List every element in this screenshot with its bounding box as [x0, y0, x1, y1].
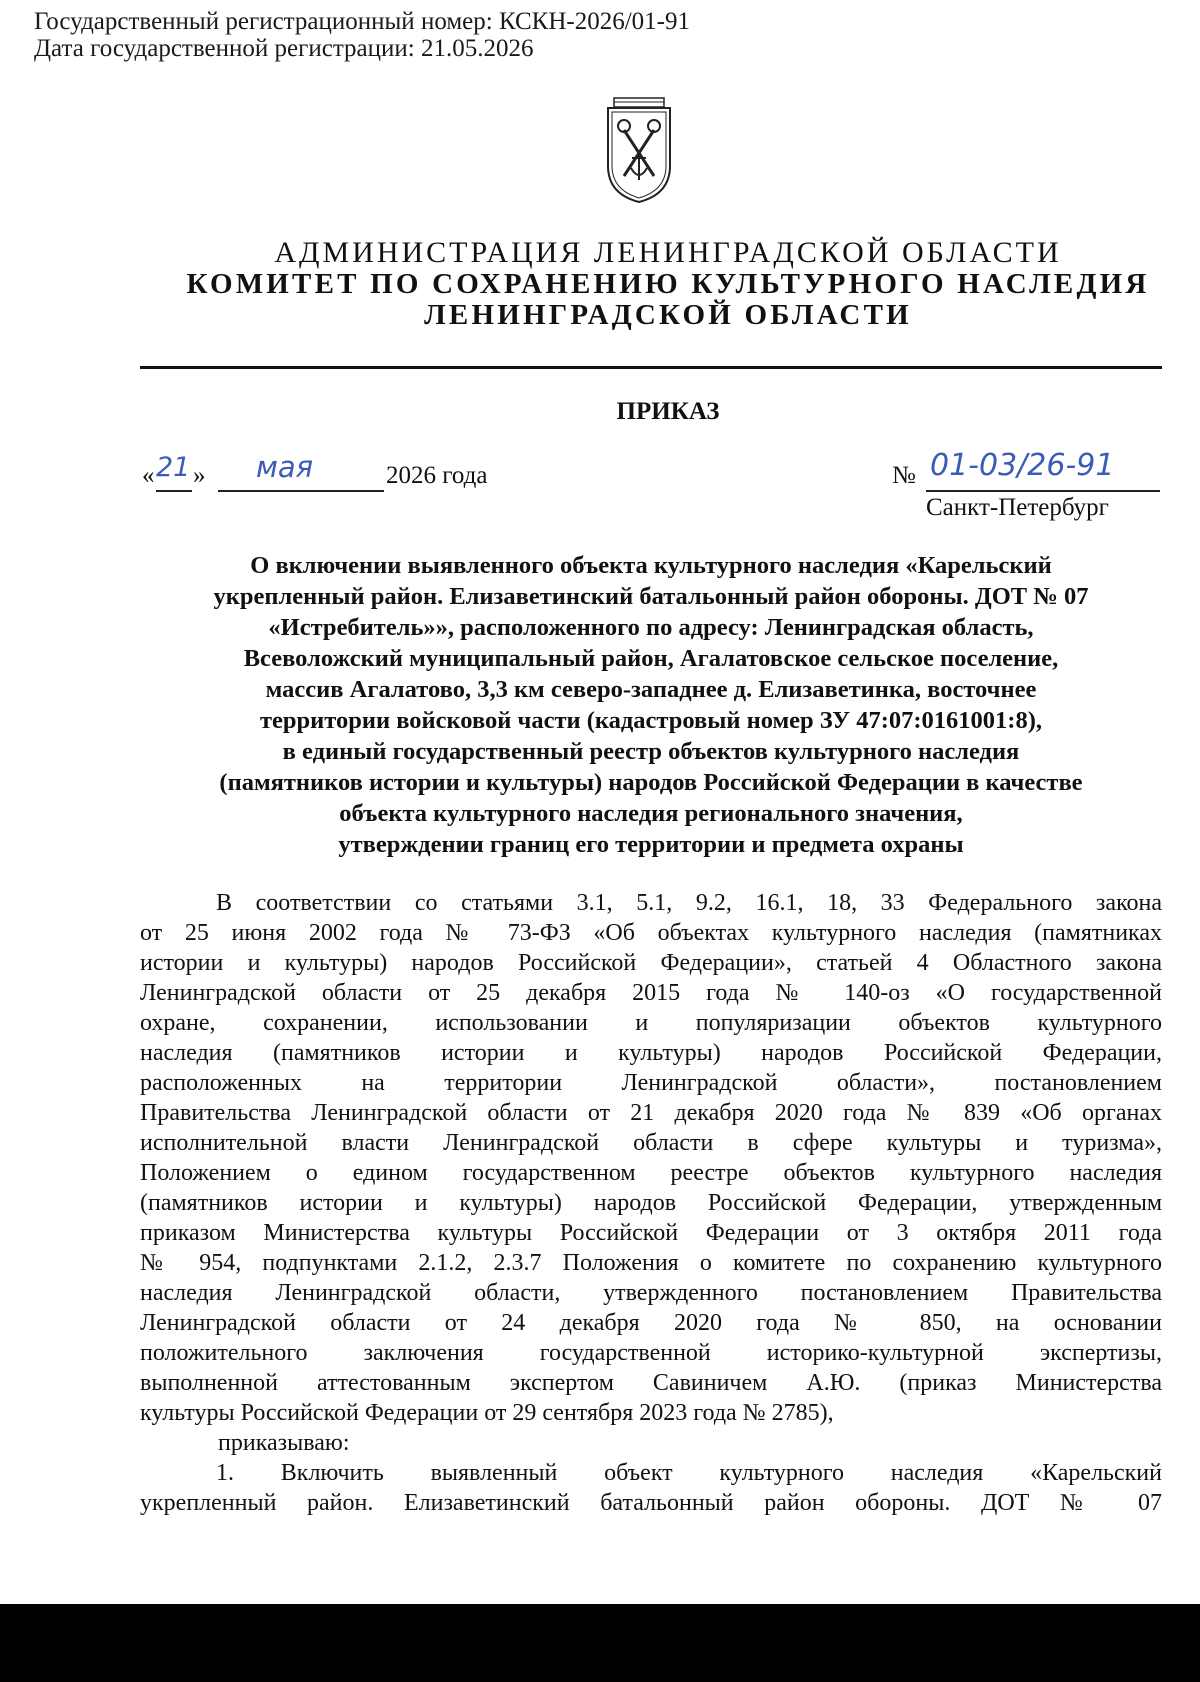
body-line: Ленинградской области от 25 декабря 2015 года № 140-оз «О государственной — [140, 980, 1162, 1006]
date-open-quote: « — [142, 462, 155, 489]
body-line: выполненной аттестованным экспертом Савиничем А.Ю. (приказ Министерства — [140, 1370, 1162, 1396]
title-line: территории войсковой части (кадастровый номер ЗУ 47:07:0161001:8), — [259, 707, 1042, 734]
body-line: положительного заключения государственной историко-культурной экспертизы, — [140, 1340, 1162, 1366]
body-line: охране, сохранении, использовании и популяризации объектов культурного — [140, 1010, 1162, 1036]
title-line: укрепленный район. Елизаветинский батальонный район обороны. ДОТ № 07 — [213, 583, 1089, 610]
order-title — [140, 550, 1162, 860]
item-1-line: укрепленный район. Елизаветинский батальонный район обороны. ДОТ № 07 — [140, 1490, 1162, 1516]
title-line: (памятников истории и культуры) народов Российской Федерации в качестве — [219, 769, 1083, 796]
day-underline — [156, 490, 192, 492]
body-line: приказом Министерства культуры Российской Федерации от 3 октября 2011 года — [140, 1220, 1162, 1246]
title-line: О включении выявленного объекта культурного наследия «Карельский — [250, 552, 1052, 579]
body-line: от 25 июня 2002 года № 73-ФЗ «Об объектах культурного наследия (памятниках — [140, 920, 1162, 946]
document-type: ПРИКАЗ — [616, 398, 720, 425]
date-year: 2026 года — [386, 462, 488, 489]
body-line: Положением о едином государственном реестре объектов культурного наследия — [140, 1160, 1162, 1186]
city: Санкт-Петербург — [926, 494, 1109, 521]
body-line: наследия Ленинградской области, утвержденного постановлением Правительства — [140, 1280, 1162, 1306]
item-1-line: 1. Включить выявленный объект культурного наследия «Карельский — [216, 1460, 1162, 1486]
body-line: истории и культуры) народов Российской Федерации», статьей 4 Областного закона — [140, 950, 1162, 976]
title-line: Всеволожский муниципальный район, Агалатовское сельское поселение, — [243, 645, 1059, 672]
number-underline — [926, 490, 1160, 492]
org-administration: АДМИНИСТРАЦИЯ ЛЕНИНГРАДСКОЙ ОБЛАСТИ — [274, 236, 1062, 269]
body-line: расположенных на территории Ленинградской области», постановлением — [140, 1070, 1162, 1096]
body-line: № 954, подпунктами 2.1.2, 2.3.7 Положения о комитете по сохранению культурного — [140, 1250, 1162, 1276]
org-region: ЛЕНИНГРАДСКОЙ ОБЛАСТИ — [424, 299, 912, 331]
order-word: приказываю: — [218, 1430, 350, 1456]
month-underline — [218, 490, 384, 492]
body-line: Ленинградской области от 24 декабря 2020 года № 850, на основании — [140, 1310, 1162, 1336]
title-line: массив Агалатово, 3,3 км северо-западнее д. Елизаветинка, восточнее — [265, 676, 1037, 703]
order-body — [140, 888, 1162, 1518]
header-divider — [140, 366, 1162, 369]
registration-date: Дата государственной регистрации: 21.05.2026 — [34, 35, 534, 62]
title-line: утверждении границ его территории и предмета охраны — [338, 831, 964, 858]
title-line: объекта культурного наследия регионального значения, — [339, 800, 963, 827]
body-line: наследия (памятников истории и культуры) народов Российской Федерации, — [140, 1040, 1162, 1066]
body-line: (памятников истории и культуры) народов Российской Федерации, утвержденным — [140, 1190, 1162, 1216]
date-day: 21 — [156, 452, 191, 483]
scan-border — [0, 1604, 1200, 1682]
order-number: 01-03/26-91 — [930, 448, 1115, 483]
body-line: культуры Российской Федерации от 29 сентября 2023 года № 2785), — [140, 1400, 834, 1426]
registration-number: Государственный регистрационный номер: КСКН-2026/01-91 — [34, 8, 691, 35]
title-line: «Истребитель»», расположенного по адресу: Ленинградская область, — [268, 614, 1034, 641]
number-prefix: № — [892, 462, 916, 489]
org-committee: КОМИТЕТ ПО СОХРАНЕНИЮ КУЛЬТУРНОГО НАСЛЕДИЯ — [186, 268, 1150, 300]
body-line: Правительства Ленинградской области от 21 декабря 2020 года № 839 «Об органах — [140, 1100, 1162, 1126]
title-line: в единый государственный реестр объектов культурного наследия — [282, 738, 1020, 765]
body-line: исполнительной власти Ленинградской области в сфере культуры и туризма», — [140, 1130, 1162, 1156]
registration-stamp — [34, 8, 690, 62]
body-line: В соответствии со статьями 3.1, 5.1, 9.2, 16.1, 18, 33 Федерального закона — [216, 890, 1162, 916]
date-month: мая — [256, 450, 314, 484]
date-close-quote: » — [193, 462, 206, 489]
coat-of-arms-icon — [604, 96, 674, 204]
